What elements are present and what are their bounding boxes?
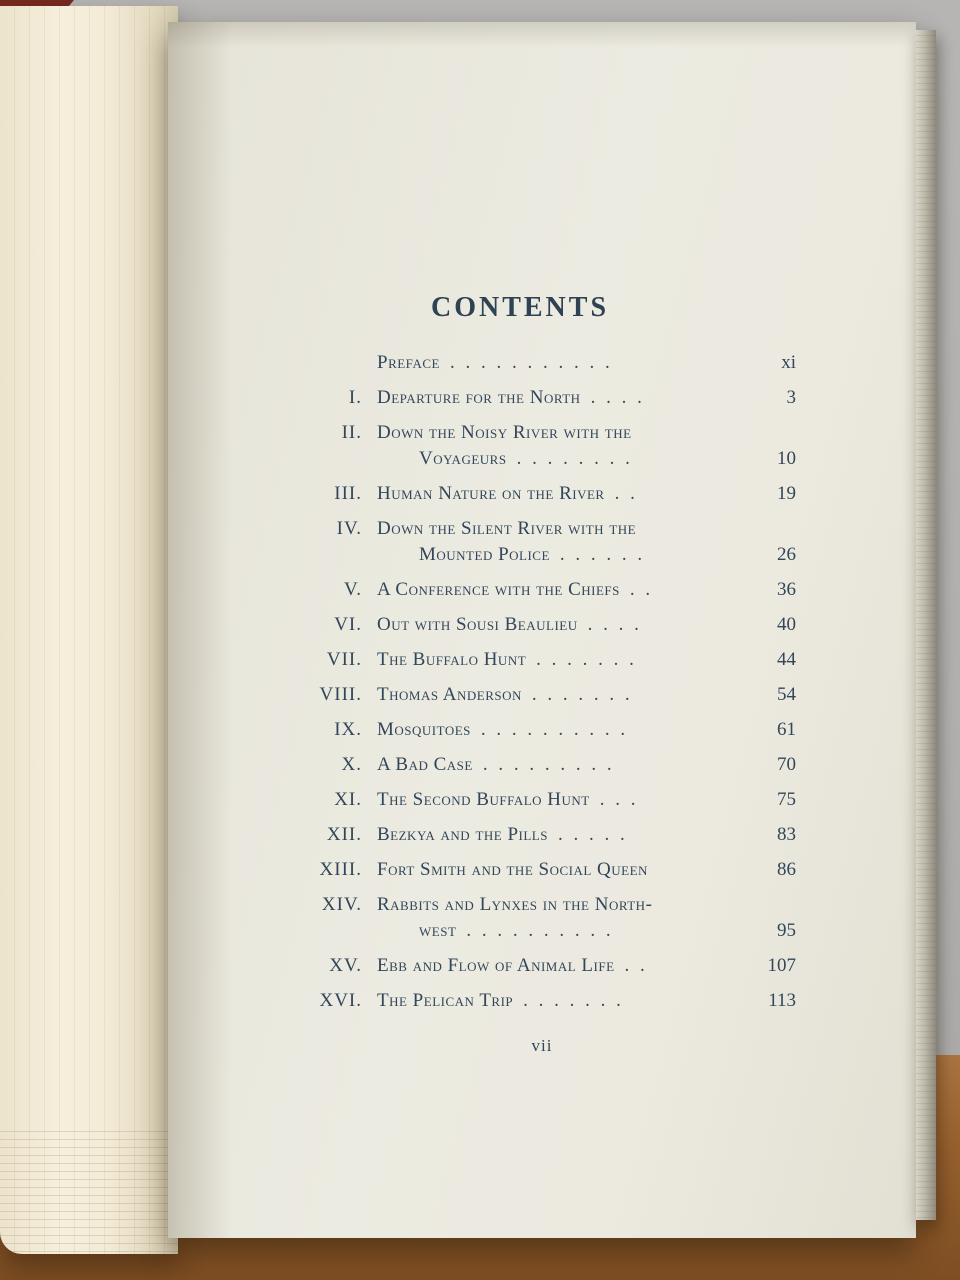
page-number: 3: [786, 387, 796, 408]
toc-entry-line: [244, 481, 796, 507]
dot-leader: . . . . . . .: [531, 684, 633, 705]
chapter-numeral: XIII.: [319, 859, 362, 880]
toc-entry-line: [244, 892, 796, 918]
toc-entry: [244, 988, 796, 1014]
page-number: 44: [777, 649, 796, 670]
toc-entry-line: [244, 752, 796, 778]
toc-entry-line-continued: [244, 446, 796, 472]
chapter-title: [377, 385, 744, 411]
chapter-title: [377, 612, 744, 638]
contents-heading: CONTENTS: [430, 292, 610, 323]
toc-entry: [244, 857, 796, 883]
dot-leader: . . . . . .: [559, 544, 646, 565]
toc-entry-line: [244, 385, 796, 411]
toc-entry-line: [244, 516, 796, 542]
chapter-title: [377, 350, 744, 376]
chapter-title-text: Mounted Police: [419, 544, 550, 565]
toc-entry-line: [244, 420, 796, 446]
dot-leader: . . .: [599, 789, 639, 810]
chapter-title-text: Fort Smith and the Social Queen: [377, 859, 648, 880]
page-number: 19: [777, 483, 796, 504]
page-number: 61: [777, 719, 796, 740]
page-number: 54: [777, 684, 796, 705]
chapter-title-continued: [377, 918, 744, 944]
toc-entry-line-continued: [244, 918, 796, 944]
dot-leader: . . . . . . . . . . .: [449, 352, 613, 373]
chapter-numeral: VIII.: [319, 684, 362, 705]
chapter-title: [377, 857, 744, 883]
toc-entry: [244, 953, 796, 979]
toc-entry-line: [244, 612, 796, 638]
chapter-title-text: Thomas Anderson: [377, 684, 522, 705]
dot-leader: . .: [614, 483, 638, 504]
chapter-title-text: Ebb and Flow of Animal Life: [377, 955, 615, 976]
chapter-numeral: V.: [343, 579, 362, 600]
chapter-title-text: Preface: [377, 352, 440, 373]
chapter-numeral: II.: [341, 422, 362, 443]
chapter-numeral: IX.: [334, 719, 362, 740]
table-of-contents: [244, 292, 796, 1023]
dot-leader: . . . .: [587, 614, 642, 635]
page-number: xi: [781, 352, 796, 373]
chapter-title-text: Voyageurs: [419, 448, 507, 469]
toc-entry: [244, 350, 796, 376]
chapter-title: [377, 787, 744, 813]
chapter-title-continued: [377, 542, 744, 568]
toc-entry: [244, 892, 796, 944]
chapter-numeral: XV.: [329, 955, 362, 976]
page-number: 83: [777, 824, 796, 845]
chapter-title: [377, 988, 744, 1014]
chapter-numeral: XII.: [326, 824, 362, 845]
dot-leader: . .: [629, 579, 654, 600]
page-number: 86: [777, 859, 796, 880]
page-number: 26: [777, 544, 796, 565]
toc-entry: [244, 647, 796, 673]
page-number: 75: [777, 789, 796, 810]
toc-entry: [244, 717, 796, 743]
toc-entry-line: [244, 822, 796, 848]
chapter-title-text: The Second Buffalo Hunt: [377, 789, 590, 810]
chapter-title-text: Down the Silent River with the: [377, 518, 637, 539]
dot-leader: . . . . . . . . . .: [480, 719, 629, 740]
chapter-title-text: west: [419, 920, 457, 941]
chapter-title-text: Departure for the North: [377, 387, 581, 408]
toc-entry: [244, 420, 796, 472]
chapter-title: [377, 516, 744, 542]
toc-entry: [244, 682, 796, 708]
toc-entry: [244, 822, 796, 848]
toc-entry-line-continued: [244, 542, 796, 568]
toc-entries: [244, 350, 796, 1014]
dot-leader: [652, 894, 662, 915]
page-number: 95: [777, 920, 796, 941]
chapter-title-continued: [377, 446, 744, 472]
book-page: [168, 22, 916, 1238]
dot-leader: . . . . .: [557, 824, 628, 845]
page-number: 36: [777, 579, 796, 600]
toc-entry: [244, 612, 796, 638]
chapter-numeral: VII.: [326, 649, 362, 670]
chapter-title: [377, 892, 744, 918]
chapter-numeral: I.: [348, 387, 362, 408]
book-left-page-stack: [0, 6, 178, 1254]
chapter-title-text: Out with Sousi Beaulieu: [377, 614, 578, 635]
page-number: 70: [777, 754, 796, 775]
dot-leader: [636, 518, 646, 539]
dot-leader: . . . . . . . . . .: [466, 920, 614, 941]
folio-page-number: vii: [531, 1036, 553, 1055]
toc-entry-line: [244, 350, 796, 376]
toc-entry-line: [244, 988, 796, 1014]
toc-entry: [244, 752, 796, 778]
toc-entry-line: [244, 647, 796, 673]
toc-entry: [244, 481, 796, 507]
toc-entry: [244, 385, 796, 411]
chapter-title: [377, 481, 744, 507]
chapter-title-text: Rabbits and Lynxes in the North-: [377, 894, 653, 915]
chapter-title: [377, 953, 744, 979]
chapter-title-text: The Pelican Trip: [377, 990, 514, 1011]
chapter-title-text: Human Nature on the River: [377, 483, 605, 504]
toc-entry-line: [244, 717, 796, 743]
chapter-numeral: III.: [334, 483, 362, 504]
chapter-title: [377, 682, 744, 708]
chapter-numeral: VI.: [334, 614, 362, 635]
page-number: 107: [767, 955, 796, 976]
dot-leader: . . . . . . . . .: [482, 754, 615, 775]
page-number: 113: [768, 990, 796, 1011]
dot-leader: [648, 859, 658, 880]
toc-entry-line: [244, 787, 796, 813]
dot-leader: . . . . . . .: [536, 649, 637, 670]
chapter-numeral: XIV.: [321, 894, 362, 915]
chapter-title-text: A Conference with the Chiefs: [377, 579, 620, 600]
chapter-title: [377, 822, 744, 848]
chapter-title-text: Down the Noisy River with the: [377, 422, 632, 443]
toc-entry: [244, 577, 796, 603]
chapter-numeral: X.: [341, 754, 362, 775]
chapter-title-text: The Buffalo Hunt: [377, 649, 527, 670]
page-edge-stack: [916, 30, 936, 1220]
chapter-numeral: IV.: [336, 518, 362, 539]
page-number: 10: [777, 448, 796, 469]
chapter-numeral: XI.: [334, 789, 362, 810]
chapter-title: [377, 577, 744, 603]
toc-entry-line: [244, 857, 796, 883]
chapter-numeral: XVI.: [319, 990, 362, 1011]
toc-entry-line: [244, 682, 796, 708]
dot-leader: . . . . . . . .: [516, 448, 633, 469]
chapter-title: [377, 647, 744, 673]
dot-leader: . .: [624, 955, 648, 976]
toc-entry-line: [244, 577, 796, 603]
dot-leader: . . . . . . .: [523, 990, 624, 1011]
dot-leader: [632, 422, 642, 443]
chapter-title: [377, 420, 744, 446]
chapter-title-text: A Bad Case: [377, 754, 473, 775]
chapter-title: [377, 717, 744, 743]
chapter-title: [377, 752, 744, 778]
toc-entry: [244, 787, 796, 813]
toc-entry: [244, 516, 796, 568]
dot-leader: . . . .: [590, 387, 645, 408]
toc-entry-line: [244, 953, 796, 979]
chapter-title-text: Bezkya and the Pills: [377, 824, 548, 845]
page-number: 40: [777, 614, 796, 635]
chapter-title-text: Mosquitoes: [377, 719, 471, 740]
